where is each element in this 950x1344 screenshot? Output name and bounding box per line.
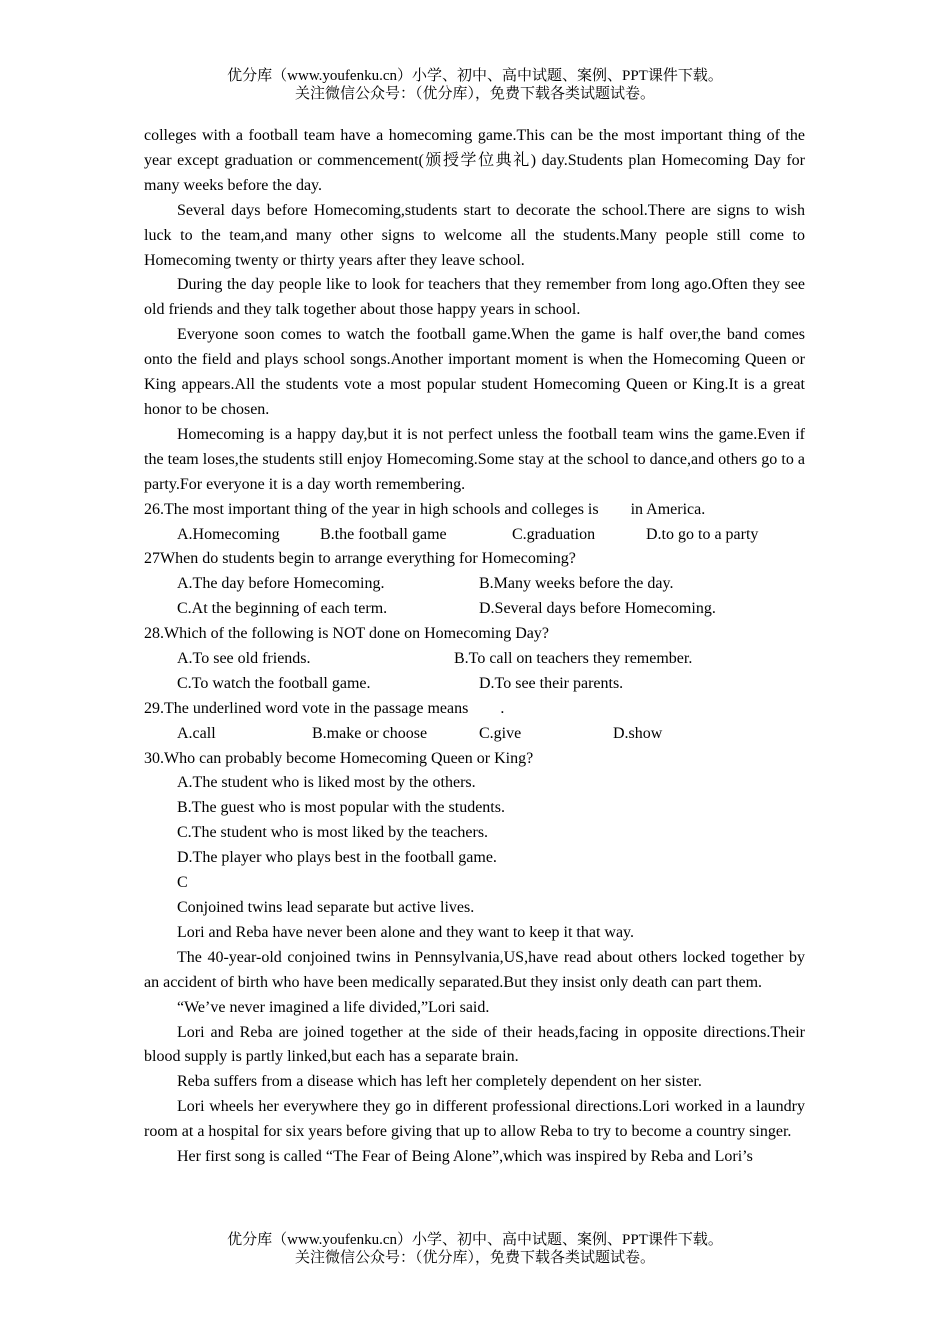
passage-b-paragraph-4: Everyone soon comes to watch the football game.When the game is half over,the band comes onto the field and plays school songs.Another important moment is when the Homecoming Queen or King appears.All the students vote a most popular student Homecoming Queen or King.It is a great honor to be chosen. [144, 326, 805, 418]
q29-option-d: D.show [613, 724, 663, 742]
passage-b-paragraph-3: During the day people like to look for teachers that they remember from long ago.Often they see old friends and they talk together about those happy years in school. [144, 276, 805, 319]
passage-c-paragraph-3: The 40-year-old conjoined twins in Pennsylvania,US,have read about others locked together by an accident of birth who have been medically separated.But they insist only death can part them. [144, 948, 805, 991]
question-29-stem: 29.The underlined word vote in the passage means . [144, 699, 505, 717]
q28-option-a: A.To see old friends. [177, 649, 311, 667]
q30-option-a: A.The student who is liked most by the others. [177, 774, 476, 792]
q26-option-a: A.Homecoming [177, 525, 280, 543]
q27-option-c: C.At the beginning of each term. [177, 600, 388, 618]
q30-option-d: D.The player who plays best in the football game. [177, 849, 497, 867]
q29-option-b: B.make or choose [312, 724, 428, 742]
q26-option-c: C.graduation [512, 525, 596, 543]
q27-option-d: D.Several days before Homecoming. [479, 600, 716, 618]
question-28-options-row-1 [144, 647, 805, 672]
header-line-1: 优分库（www.youfenku.cn）小学、初中、高中试题、案例、PPT课件下载。 [227, 68, 723, 84]
q29-option-c: C.give [479, 724, 522, 742]
question-26-options [144, 523, 805, 548]
passage-c-label: C [177, 874, 188, 892]
q26-option-d: D.to go to a party [646, 525, 759, 543]
question-30-stem: 30.Who can probably become Homecoming Queen or King? [144, 749, 534, 767]
q28-option-c: C.To watch the football game. [177, 674, 371, 692]
q27-option-a: A.The day before Homecoming. [177, 575, 385, 593]
q26-option-b: B.the football game [320, 525, 447, 543]
passage-b-paragraph-5: Homecoming is a happy day,but it is not perfect unless the football team wins the game.Even if the team loses,the students still enjoy Homecoming.Some stay at the school to dance,and others go to a party.For everyone it is a day worth remembering. [144, 425, 805, 493]
passage-c-paragraph-1: Conjoined twins lead separate but active lives. [177, 899, 475, 916]
q30-option-b: B.The guest who is most popular with the students. [177, 799, 505, 817]
passage-c-paragraph-8: Her first song is called “The Fear of Being Alone”,which was inspired by Reba and Lori’s [177, 1148, 753, 1166]
footer-line-1: 优分库（www.youfenku.cn）小学、初中、高中试题、案例、PPT课件下载。 [227, 1232, 723, 1248]
passage-c-paragraph-2: Lori and Reba have never been alone and they want to keep it that way. [177, 923, 635, 941]
passage-b-paragraph-1: colleges with a football team have a homecoming game.This can be the most important thing of the year except graduation or commencement(颁授学位典礼) day.Students plan Homecoming Day for many weeks before the day. [144, 127, 805, 194]
question-27-options-row-2 [144, 597, 805, 622]
page-header [0, 67, 950, 103]
passage-c-paragraph-5: Lori and Reba are joined together at the side of their heads,facing in opposite directions.Their blood supply is partly linked,but each has a separate brain. [144, 1023, 805, 1066]
q27-option-b: B.Many weeks before the day. [479, 575, 674, 593]
question-29-options [144, 722, 805, 747]
q29-option-a: A.call [177, 724, 216, 742]
passage-c-paragraph-4: “We’ve never imagined a life divided,”Lori said. [177, 998, 490, 1016]
passage-c-paragraph-6: Reba suffers from a disease which has left her completely dependent on her sister. [177, 1073, 702, 1091]
footer-line-2: 关注微信公众号：（优分库），免费下载各类试题试卷。 [294, 1250, 655, 1266]
passage-c-paragraph-7: Lori wheels her everywhere they go in different professional directions.Lori worked in a laundry room at a hospital for six years before giving that up to allow Reba to try to become a country singer. [144, 1098, 805, 1141]
q28-option-b: B.To call on teachers they remember. [454, 649, 693, 667]
page-footer [0, 1231, 950, 1267]
passage-b-paragraph-2: Several days before Homecoming,students start to decorate the school.There are signs to wish luck to the team,and many other signs to welcome all the students.Many people still come to Homecoming twenty or thirty years after they leave school. [144, 201, 805, 269]
question-27-options-row-1 [144, 572, 805, 597]
question-28-stem: 28.Which of the following is NOT done on Homecoming Day? [144, 625, 549, 643]
question-27-stem: 27When do students begin to arrange everything for Homecoming? [144, 550, 576, 568]
q30-option-c: C.The student who is most liked by the teachers. [177, 824, 489, 842]
header-line-2: 关注微信公众号：（优分库），免费下载各类试题试卷。 [294, 86, 655, 102]
document-body [144, 124, 805, 1170]
q28-option-d: D.To see their parents. [479, 674, 624, 692]
question-26-stem: 26.The most important thing of the year in high schools and colleges is in America. [144, 500, 706, 518]
question-28-options-row-2 [144, 672, 805, 697]
